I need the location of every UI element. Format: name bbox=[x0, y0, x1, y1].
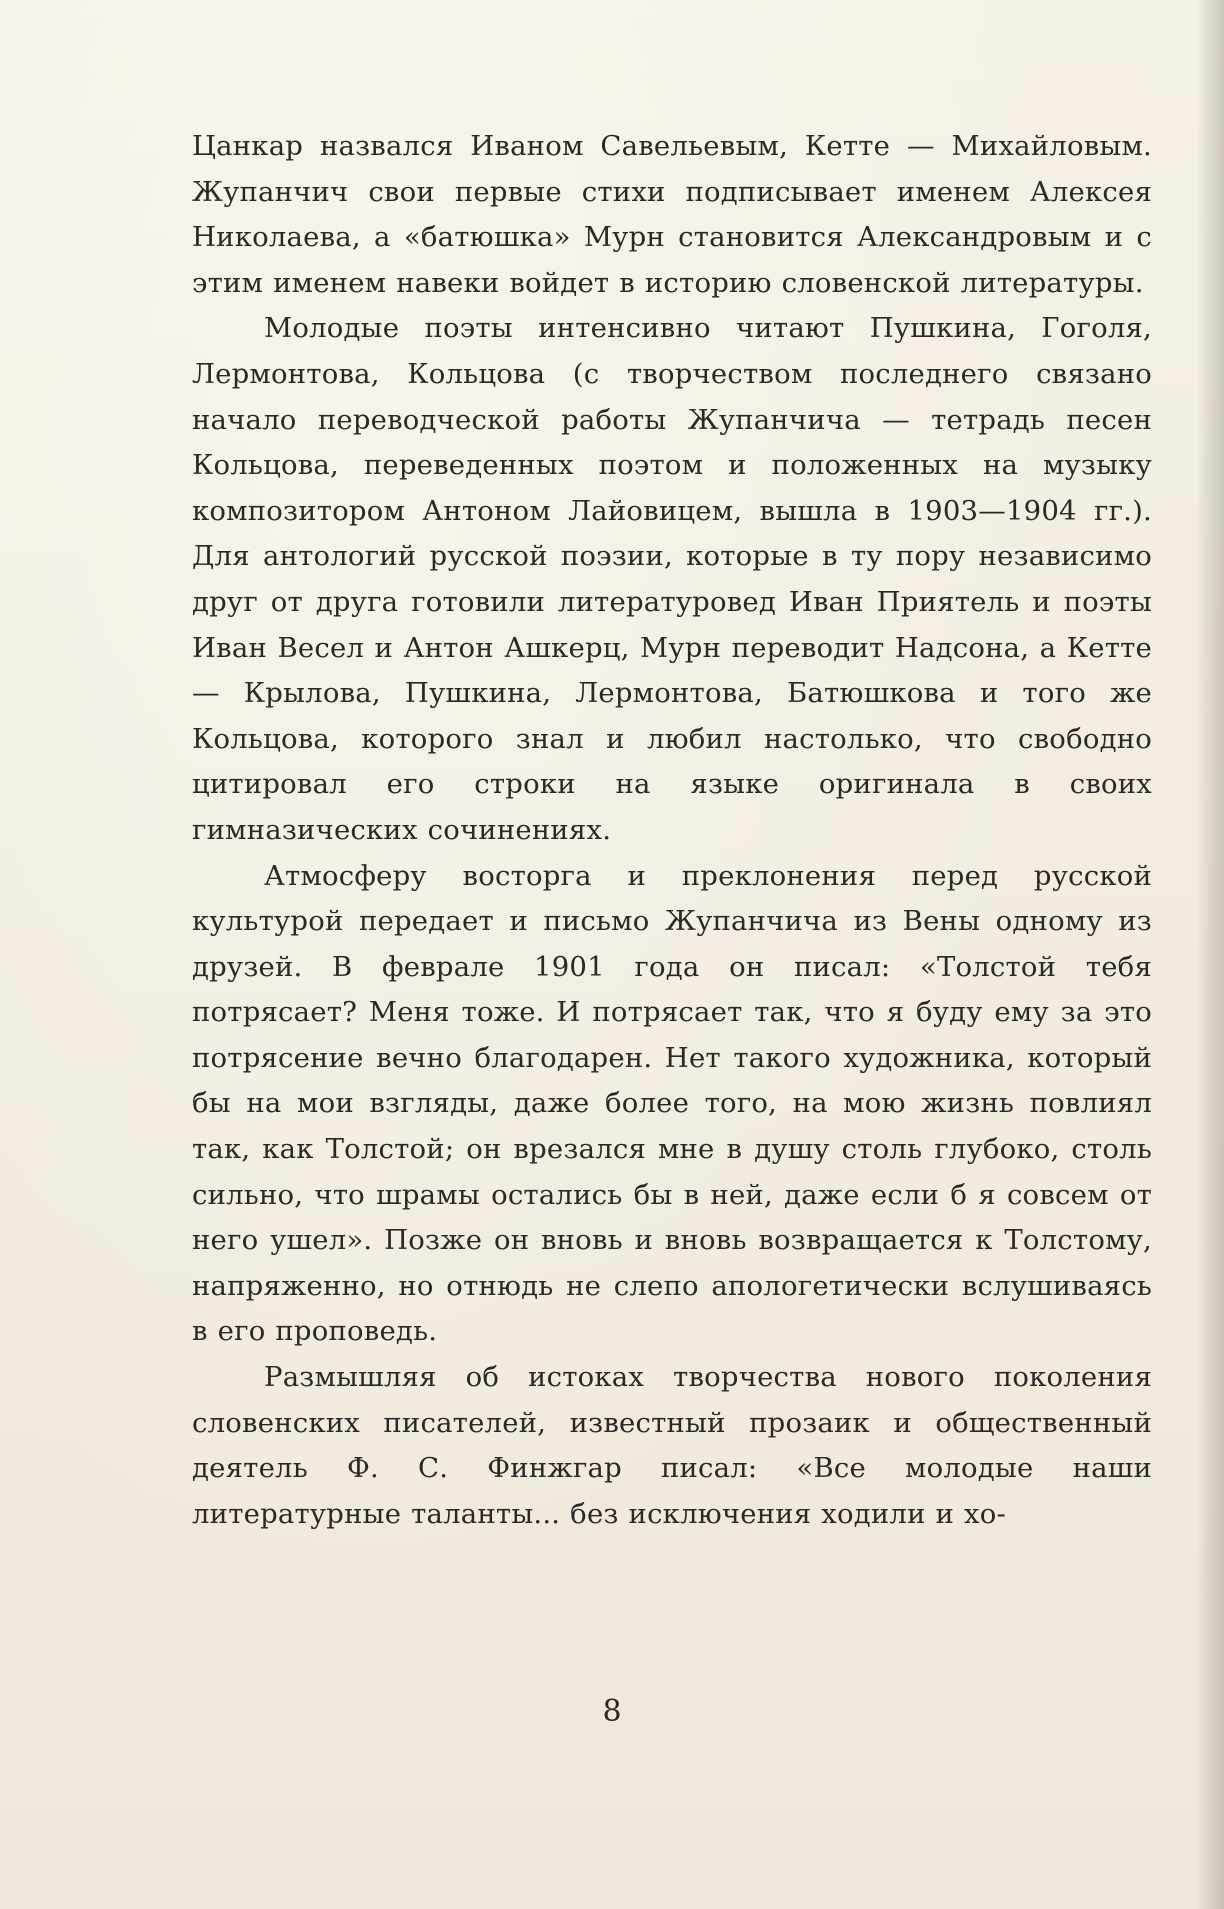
paragraph-4: Размышляя об истоках творчества нового поколения словенских писателей, известный прозаик и общественный деятель Ф. С. Финжгар писал: «Все молодые наши литературные таланты... без исключения ходили и хо- bbox=[192, 1361, 1152, 1530]
paragraph-1: Цанкар назвался Иваном Савельевым, Кетте — Михайловым. Жупанчич свои первые стихи подписывает именем Алексея Николаева, а «батюшка» Мурн становится Александровым и с этим именем навеки войдет в историю словенской литературы. bbox=[192, 130, 1152, 299]
paragraph-3: Атмосферу восторга и преклонения перед русской культурой передает и письмо Жупанчича из Вены одному из друзей. В феврале 1901 года он писал: «Толстой тебя потрясает? Меня тоже. И потрясает так, что я буду ему за это потрясение вечно благодарен. Нет такого художника, который бы на мои взгляды, даже более того, на мою жизнь повлиял так, как Толстой; он врезался мне в душу столь глубоко, столь сильно, что шрамы остались бы в ней, даже если б я совсем от него ушел». Позже он вновь и вновь возвращается к Толстому, напряженно, но отнюдь не слепо апологетически вслушиваясь в его проповедь. bbox=[192, 859, 1152, 1348]
body-text bbox=[192, 124, 1152, 1537]
paragraph-2: Молодые поэты интенсивно читают Пушкина, Гоголя, Лермонтова, Кольцова (с творчеством последнего связано начало переводческой работы Жупанчича — тетрадь песен Кольцова, переведенных поэтом и положенных на музыку композитором Антоном Лайовицем, вышла в 1903—1904 гг.). Для антологий русской поэзии, которые в ту пору независимо друг от друга готовили литературовед Иван Приятель и поэты Иван Весел и Антон Ашкерц, Мурн переводит Надсона, а Кетте — Крылова, Пушкина, Лермонтова, Батюшкова и того же Кольцова, которого знал и любил настолько, что свободно цитировал его строки на языке оригинала в своих гимназических сочинениях. bbox=[192, 312, 1152, 846]
page-edge-shadow bbox=[1196, 0, 1224, 1909]
page-number: 8 bbox=[602, 1694, 622, 1729]
